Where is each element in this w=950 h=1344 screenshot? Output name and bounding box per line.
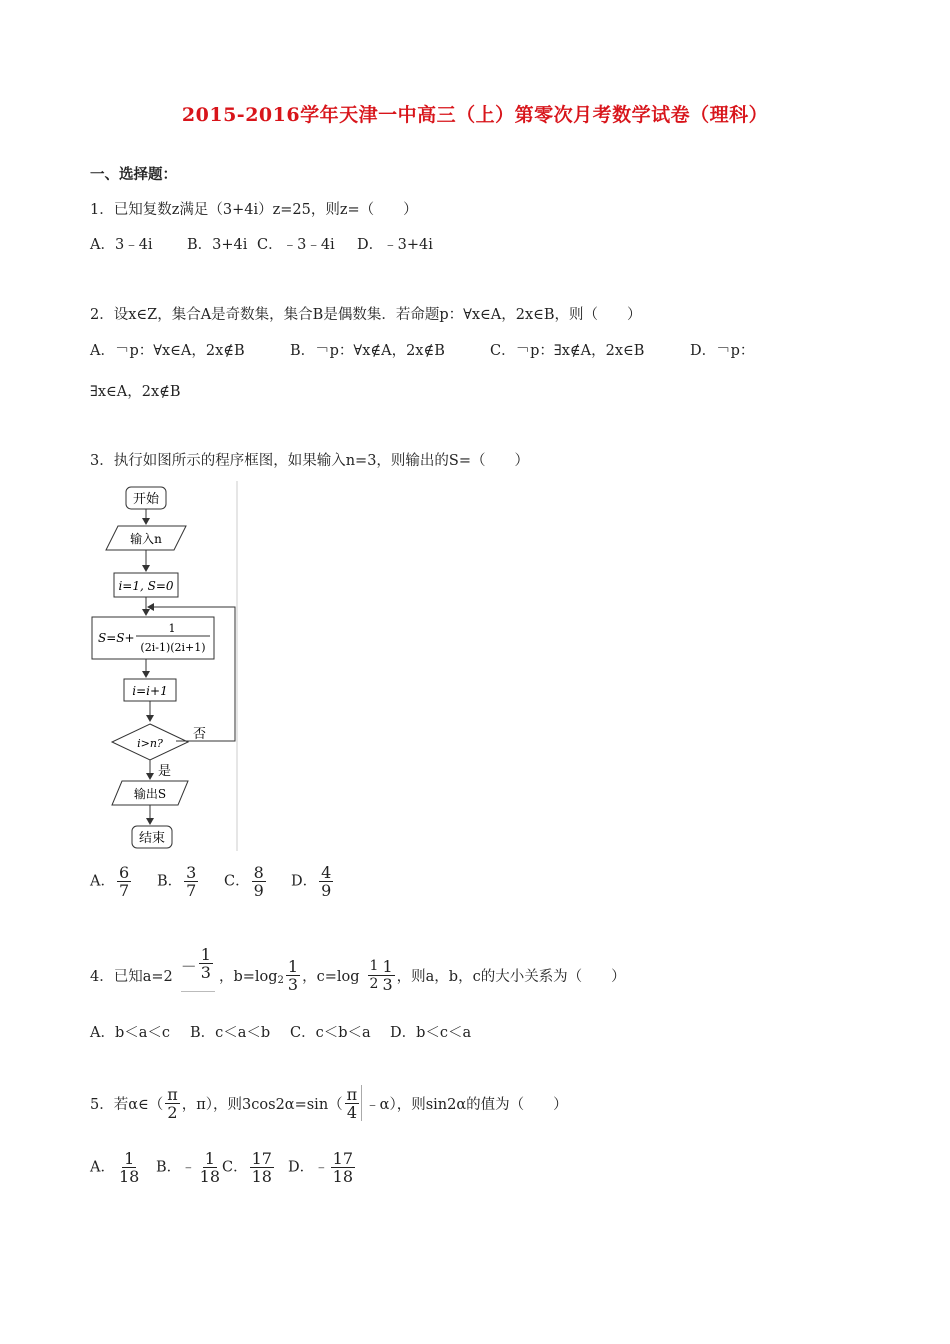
- q1-option-c[interactable]: C．﹣3﹣4i: [257, 237, 335, 253]
- question-3-options: [90, 864, 335, 899]
- q4-exponent: [181, 946, 215, 992]
- page-title: 2015-2016学年天津一中高三（上）第零次月考数学试卷（理科）: [181, 104, 769, 126]
- q4-c-base-fraction: [368, 958, 381, 993]
- question-2-options: [90, 339, 754, 360]
- q3-option-d-den: 9: [321, 881, 332, 900]
- q5-option-c-fraction: [250, 1150, 274, 1185]
- q2-option-b[interactable]: B．￢p：∀x∉A，2x∉B: [290, 343, 445, 359]
- q4-option-a[interactable]: A．b＜a＜c: [90, 1025, 171, 1041]
- q4-text-1: 4．已知a=2: [90, 969, 173, 985]
- flow-update-denominator: (2i-1)(2i+1): [140, 641, 206, 654]
- flow-condition-label: i>n?: [137, 737, 163, 750]
- q3-option-d-fraction: [319, 864, 333, 899]
- q3-option-a-den: 7: [118, 881, 130, 900]
- q3-option-b-den: 7: [186, 881, 197, 900]
- q3-option-c[interactable]: [224, 864, 291, 899]
- q3-option-c-label: C．: [224, 873, 250, 890]
- q5-fraction-2-den: 4: [346, 1102, 358, 1122]
- q3-option-b-label: B．: [157, 873, 183, 890]
- q4-c-fraction: [380, 958, 394, 993]
- q5-text-3: ﹣α），则sin2α的值为（ ）: [365, 1096, 568, 1113]
- section-heading: 一、选择题：: [90, 166, 177, 183]
- q1-option-a[interactable]: A．3﹣4i: [90, 237, 153, 253]
- q4-exponent-den: 3: [200, 962, 211, 982]
- q2-option-d-cont: ∃x∈A，2x∉B: [90, 384, 181, 400]
- q3-option-b[interactable]: [157, 864, 224, 899]
- q4-c-den: 3: [382, 975, 393, 994]
- flow-yes-label: 是: [158, 764, 172, 779]
- q5-option-c-num: 17: [251, 1149, 272, 1168]
- q4-exponent-num: 1: [200, 944, 211, 964]
- q5-fraction-1: [165, 1086, 180, 1121]
- flow-input-label: 输入n: [130, 532, 162, 546]
- q3-option-c-num: 8: [253, 863, 264, 882]
- q4-b-fraction: [286, 958, 300, 993]
- q5-option-a-den: 18: [118, 1167, 140, 1186]
- question-4-options: [90, 1021, 471, 1042]
- q5-option-c[interactable]: [222, 1150, 288, 1185]
- flowchart: [90, 481, 238, 851]
- q5-option-b-sign: ﹣: [181, 1159, 196, 1176]
- q4-b-num: 1: [287, 957, 299, 976]
- q4-c-num: 1: [382, 957, 393, 976]
- q2-option-d[interactable]: D．￢p：: [690, 343, 755, 359]
- q4-b-den: 3: [287, 975, 299, 994]
- q4-option-d[interactable]: D．b＜c＜a: [390, 1025, 472, 1041]
- q2-option-c[interactable]: C．￢p：∃x∉A，2x∈B: [490, 343, 645, 359]
- q5-option-a[interactable]: [90, 1150, 156, 1185]
- q3-option-d-label: D．: [291, 873, 318, 890]
- flow-update-lhs: S=S+: [98, 631, 135, 645]
- q4-c-base-den: 2: [369, 976, 379, 992]
- q5-option-b-den: 18: [199, 1167, 221, 1186]
- q3-option-c-den: 9: [253, 881, 264, 900]
- q3-option-c-fraction: [252, 864, 266, 899]
- flow-end-label: 结束: [138, 831, 166, 846]
- question-5-options: [90, 1150, 357, 1185]
- q5-fraction-1-num: π: [167, 1084, 178, 1104]
- q5-option-a-fraction: [117, 1150, 141, 1185]
- q5-option-d-num: 17: [332, 1149, 353, 1168]
- q5-fraction-1-den: 2: [167, 1102, 178, 1122]
- q5-option-d-sign: ﹣: [314, 1159, 329, 1176]
- q5-option-d-fraction: [331, 1150, 355, 1185]
- q4-exponent-sign: －: [180, 956, 197, 976]
- q5-option-c-label: C．: [222, 1159, 248, 1176]
- q4-option-c[interactable]: C．c＜b＜a: [290, 1025, 371, 1041]
- q3-option-b-num: 3: [186, 863, 197, 882]
- question-1-options: [90, 233, 433, 254]
- q5-option-a-label: A．: [90, 1159, 115, 1176]
- q3-option-a-fraction: [117, 864, 131, 899]
- q4-option-b[interactable]: B．c＜a＜b: [190, 1025, 271, 1041]
- flow-update-numerator: 1: [168, 622, 176, 635]
- flow-increment-label: i=i+1: [132, 684, 168, 698]
- q3-option-a-label: A．: [90, 873, 115, 890]
- q5-fraction-2: [345, 1086, 360, 1121]
- flow-start-label: 开始: [132, 492, 160, 507]
- q4-text-2: ，b=log: [218, 969, 278, 985]
- q5-option-c-den: 18: [251, 1167, 272, 1186]
- question-1-stem: 1．已知复数z满足（3+4i）z=25，则z=（ ）: [90, 202, 418, 218]
- q1-option-d[interactable]: D．﹣3+4i: [357, 237, 433, 253]
- q3-option-a[interactable]: [90, 864, 157, 899]
- question-3-stem: 3．执行如图所示的程序框图，如果输入n=3，则输出的S=（ ）: [90, 453, 530, 469]
- q3-option-a-num: 6: [118, 863, 130, 882]
- flow-init-label: i=1, S=0: [118, 579, 174, 593]
- q5-option-b-label: B．: [156, 1159, 182, 1176]
- q4-b-base: 2: [277, 975, 284, 986]
- q5-option-b-num: 1: [204, 1149, 215, 1168]
- q3-option-b-fraction: [184, 864, 198, 899]
- q3-option-d-num: 4: [321, 863, 332, 882]
- q5-fraction-2-num: π: [346, 1084, 358, 1104]
- q3-option-d[interactable]: [291, 864, 335, 899]
- q4-text-3: ，c=log: [302, 969, 360, 985]
- q5-option-b-fraction: [198, 1150, 222, 1185]
- q5-text-2: ，π），则3cos2α=sin（: [181, 1096, 343, 1113]
- flow-output-label: 输出S: [133, 787, 167, 801]
- question-2-stem: 2．设x∈Z，集合A是奇数集，集合B是偶数集．若命题p：∀x∈A，2x∈B，则（ ）: [90, 307, 642, 323]
- q2-option-a[interactable]: A．￢p：∀x∈A，2x∉B: [90, 343, 245, 359]
- q5-option-d-den: 18: [332, 1167, 353, 1186]
- q4-text-4: ，则a，b，c的大小关系为（ ）: [396, 969, 626, 985]
- q5-option-d-label: D．: [288, 1159, 315, 1176]
- flow-no-label: 否: [193, 727, 207, 742]
- q4-exponent-fraction: [199, 946, 213, 981]
- q5-option-b[interactable]: [156, 1150, 222, 1185]
- q1-option-b[interactable]: B．3+4i: [187, 237, 248, 253]
- q5-option-d[interactable]: [288, 1150, 357, 1185]
- q5-text-1: 5．若α∈（: [90, 1096, 164, 1113]
- question-4-stem: [90, 944, 626, 994]
- q5-divider: [361, 1085, 362, 1121]
- q4-c-base-num: 1: [369, 958, 379, 974]
- q5-option-a-num: 1: [124, 1149, 135, 1168]
- question-5-stem: [90, 1085, 568, 1121]
